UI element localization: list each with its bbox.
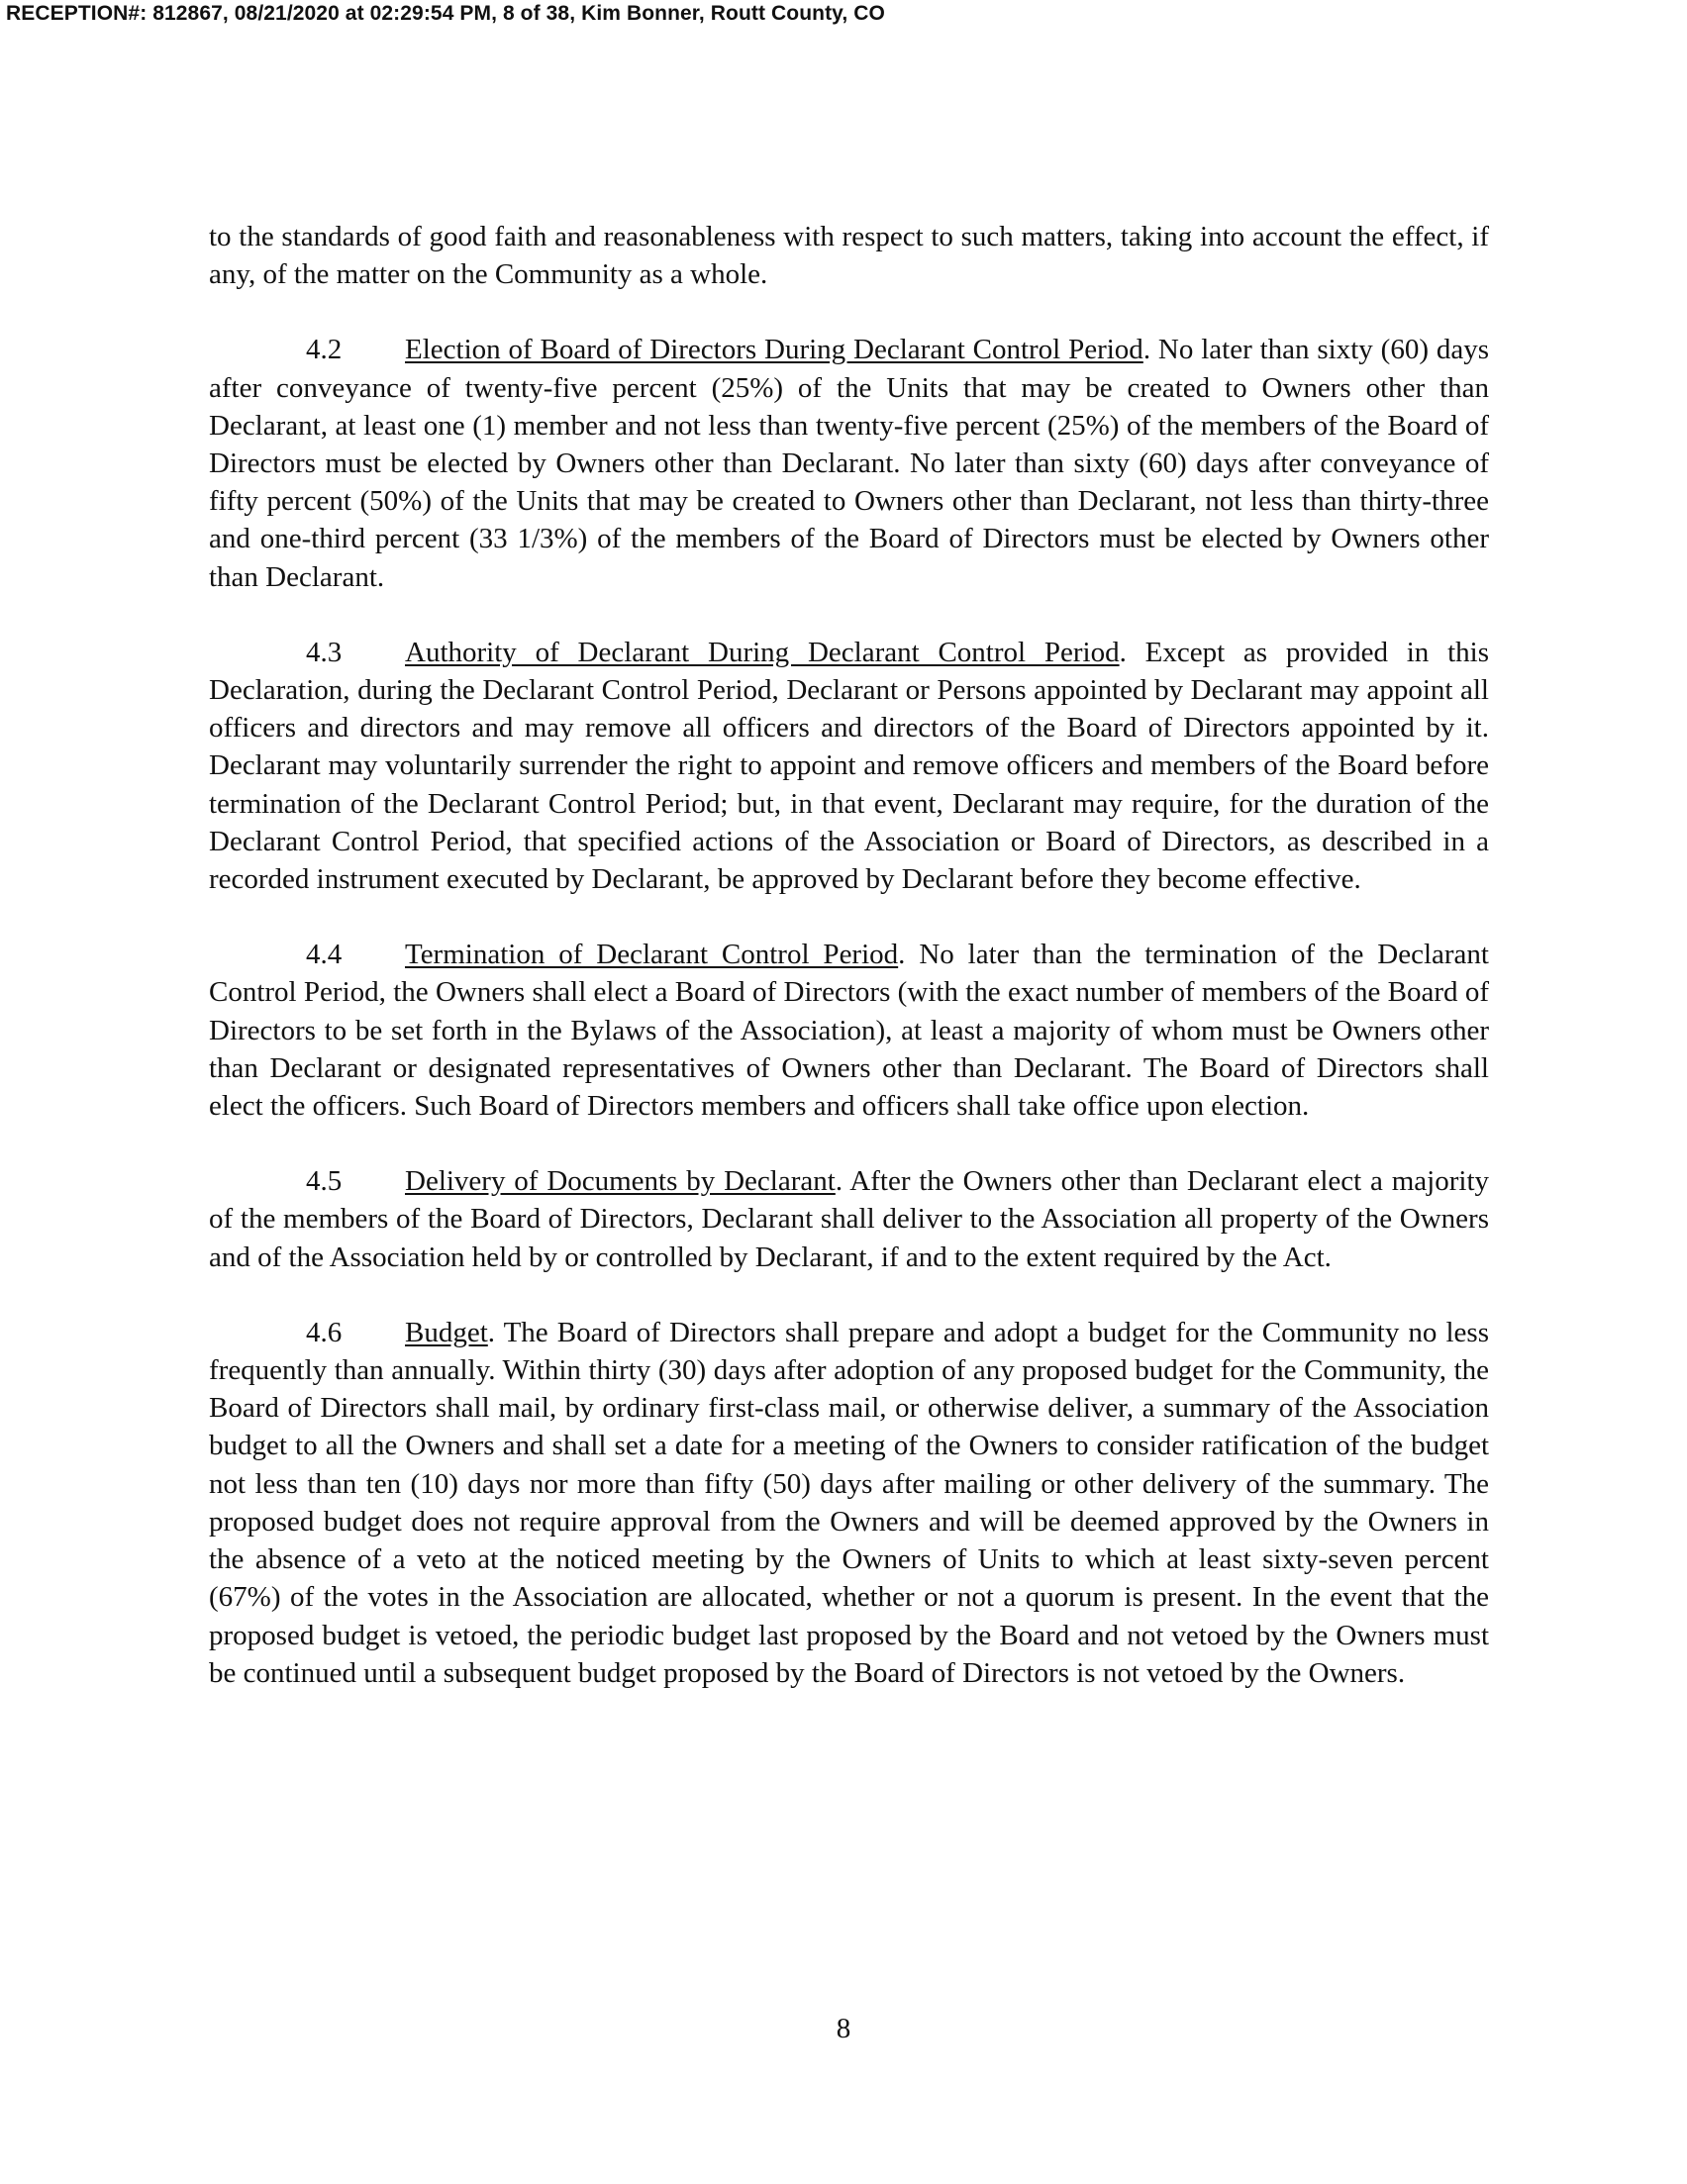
section-4-4 bbox=[209, 936, 1489, 1125]
section-number: 4.3 bbox=[306, 636, 343, 668]
section-text: . After the Owners other than Declarant elect a majority of the members of the Board of Directors, Declarant shall deliver to the Association all property of the Owners and of the Association held by or controlled by Declarant, if and to the extent required by the Act. bbox=[209, 1165, 1489, 1273]
section-text: . Except as provided in this Declaration, during the Declarant Control Period, Declarant or Persons appointed by Declarant may appoint all officers and directors and may remove all officers and directors of the Board of Directors appointed by it. Declarant may voluntarily surrender the right to appoint and remove officers and members of the Board before termination of the Declarant Control Period; but, in that event, Declarant may require, for the duration of the Declarant Control Period, that specified actions of the Association or Board of Directors, as described in a recorded instrument executed by Declarant, be approved by Declarant before they become effective. bbox=[209, 636, 1489, 896]
section-text: . The Board of Directors shall prepare and adopt a budget for the Community no less frequently than annually. Within thirty (30) days after adoption of any proposed budget for the Community, the Board of Directors shall mail, by ordinary first-class mail, or otherwise deliver, a summary of the Association budget to all the Owners and shall set a date for a meeting of the Owners to consider ratification of the budget not less than ten (10) days nor more than fifty (50) days after mailing or other delivery of the summary. The proposed budget does not require approval from the Owners and will be deemed approved by the Owners in the absence of a veto at the noticed meeting by the Owners of Units to which at least sixty-seven percent (67%) of the votes in the Association are allocated, whether or not a quorum is present. In the event that the proposed budget is vetoed, the periodic budget last proposed by the Board and not vetoed by the Owners must be continued until a subsequent budget proposed by the Board of Directors is not vetoed by the Owners. bbox=[209, 1316, 1489, 1689]
section-title: Budget bbox=[405, 1316, 488, 1348]
section-4-3 bbox=[209, 634, 1489, 898]
section-text: . No later than the termination of the Declarant Control Period, the Owners shall elect a Board of Directors (with the exact number of members of the Board of Directors to be set forth in the Bylaws of the Association), at least a majority of whom must be Owners other than Declarant or designated representatives of Owners other than Declarant. The Board of Directors shall elect the officers. Such Board of Directors members and officers shall take office upon election. bbox=[209, 939, 1489, 1123]
section-number: 4.5 bbox=[306, 1165, 343, 1198]
document-body bbox=[209, 218, 1489, 1730]
section-text: . No later than sixty (60) days after conveyance of twenty-five percent (25%) of the Units that may be created to Owners other than Declarant, at least one (1) member and not less than twenty-five percent (25%) of the members of the Board of Directors must be elected by Owners other than Declarant. No later than sixty (60) days after conveyance of fifty percent (50%) of the Units that may be created to Owners other than Declarant, not less than thirty-three and one-third percent (33 1/3%) of the members of the Board of Directors must be elected by Owners other than Declarant. bbox=[209, 334, 1489, 593]
page-number: 8 bbox=[836, 2013, 851, 2044]
continuation-paragraph: to the standards of good faith and reasonableness with respect to such matters, taking into account the effect, if any, of the matter on the Community as a whole. bbox=[209, 221, 1489, 291]
section-number: 4.2 bbox=[306, 334, 343, 366]
section-title: Authority of Declarant During Declarant Control Period bbox=[405, 636, 1120, 668]
section-title: Termination of Declarant Control Period bbox=[405, 939, 899, 971]
section-4-5 bbox=[209, 1162, 1489, 1276]
section-4-6 bbox=[209, 1314, 1489, 1692]
section-number: 4.4 bbox=[306, 939, 343, 971]
section-title: Delivery of Documents by Declarant bbox=[405, 1165, 836, 1198]
reception-stamp: RECEPTION#: 812867, 08/21/2020 at 02:29:54 PM, 8 of 38, Kim Bonner, Routt County, CO bbox=[6, 2, 885, 25]
section-number: 4.6 bbox=[306, 1316, 343, 1348]
section-title: Election of Board of Directors During Declarant Control Period bbox=[405, 334, 1143, 366]
section-4-2 bbox=[209, 331, 1489, 595]
